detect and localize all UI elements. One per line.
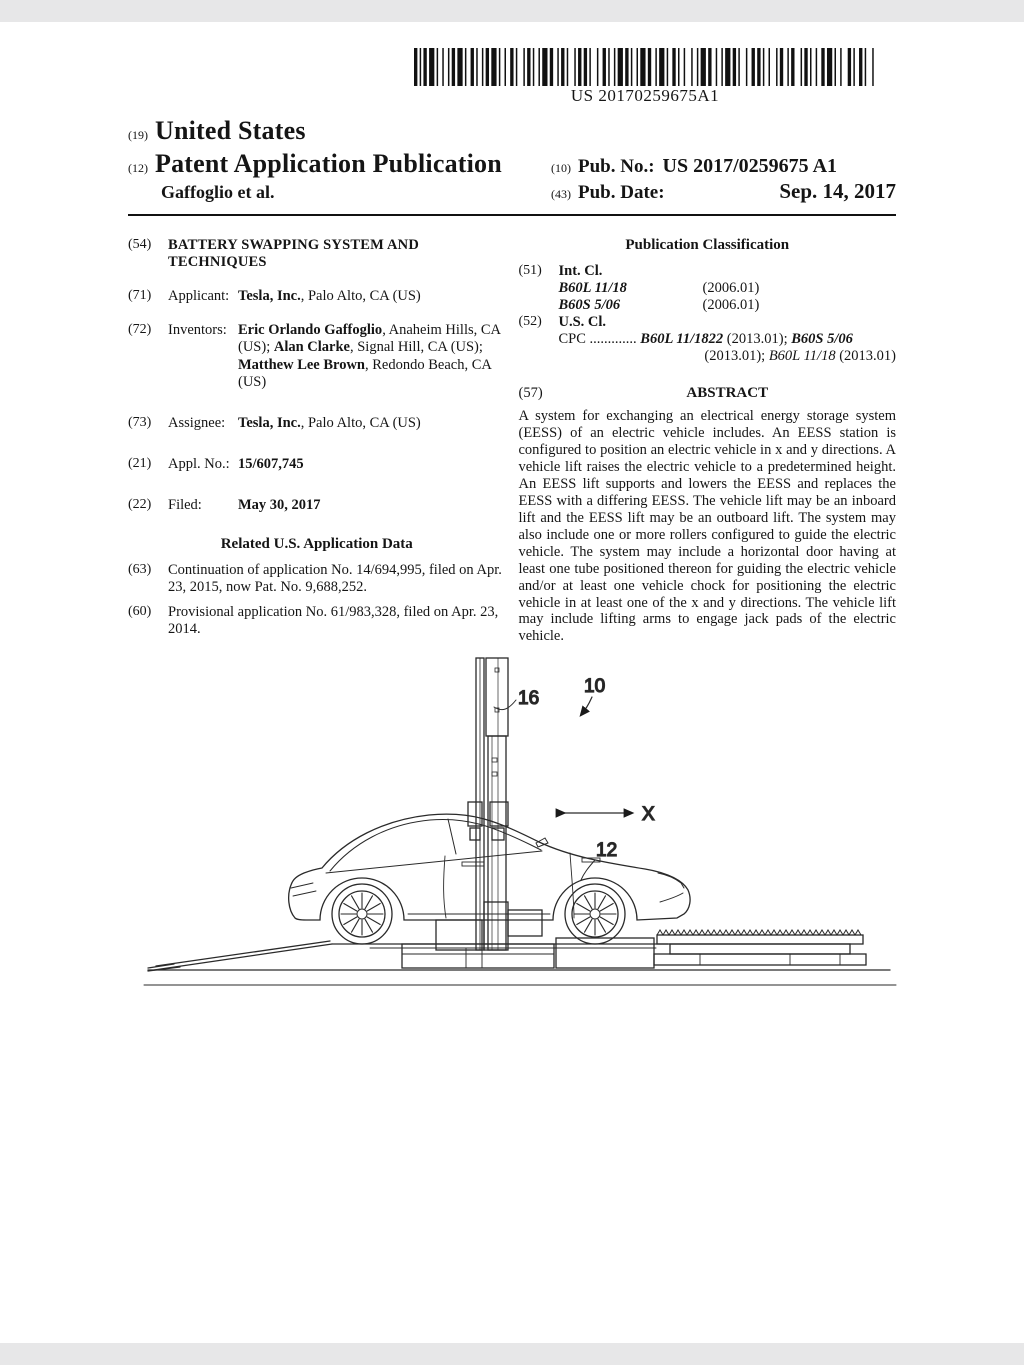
cpc-version-2: (2013.01); (704, 348, 769, 365)
cpc-dots: ............. (589, 331, 637, 348)
assignee-name: Tesla, Inc. (238, 414, 301, 431)
document-header (128, 116, 896, 216)
figure-labels (494, 676, 655, 880)
pub-date-value: Sep. 14, 2017 (779, 179, 896, 203)
us-cl-label: U.S. Cl. (558, 314, 607, 331)
label-16: 16 (518, 688, 540, 709)
inventor-3-location: , Redondo Beach, CA (US) (238, 356, 492, 390)
field-code-52: (52) (518, 314, 542, 330)
entry-ramp (148, 941, 332, 971)
int-cl-row (559, 297, 897, 314)
publication-classification-heading: Publication Classification (625, 237, 790, 253)
author-byline: Gaffoglio et al. (161, 182, 275, 202)
field-code-22: (22) (128, 496, 152, 512)
barcode (414, 48, 876, 106)
tail-detail (291, 883, 316, 896)
cpc-line-1 (559, 331, 897, 348)
int-cl-version: (2006.01) (702, 296, 760, 313)
field-us-cl (519, 314, 897, 331)
field-code-21: (21) (128, 455, 152, 471)
station-base (402, 910, 654, 968)
barcode-text: US 20170259675A1 (570, 86, 720, 105)
field-inventors (128, 322, 506, 390)
field-code-63: (63) (128, 561, 152, 577)
inventors-value (238, 322, 506, 390)
kind-code-19: (19) (128, 128, 148, 142)
b-pillar (448, 819, 456, 854)
assignee-label: Assignee: (168, 414, 226, 431)
kind-code-43: (43) (551, 187, 571, 201)
cpc-class-2: B60S 5/06 (791, 331, 853, 348)
field-appl-no (128, 456, 506, 473)
cpc-line-2 (519, 348, 897, 365)
field-continuation (128, 562, 506, 596)
lift-mast (468, 658, 508, 950)
page-border-bottom (0, 1343, 1024, 1365)
kind-code-10: (10) (551, 161, 571, 175)
car-body-outline (289, 814, 690, 920)
label-16-leader (494, 700, 516, 710)
cpc-version-1: (2013.01); (723, 331, 792, 348)
pub-no-value: US 2017/0259675 A1 (662, 155, 838, 177)
document-type: Patent Application Publication (155, 149, 502, 178)
field-applicant (128, 288, 506, 305)
front-intake (660, 893, 683, 902)
field-code-60: (60) (128, 604, 152, 619)
inventor-1-name: Eric Orlando Gaffoglio (238, 322, 383, 339)
applicant-location: , Palo Alto, CA (US) (300, 288, 421, 305)
field-code-71: (71) (128, 288, 152, 304)
filed-label: Filed: (168, 496, 202, 513)
appl-no-label: Appl. No.: (168, 455, 230, 472)
kind-code-12: (12) (128, 161, 148, 175)
int-cl-class: B60S 5/06 (558, 296, 621, 313)
door-seam-rear (444, 856, 446, 918)
invention-title: BATTERY SWAPPING SYSTEM AND TECHNIQUES (168, 237, 420, 271)
cpc-version-3: (2013.01) (835, 348, 896, 365)
applicant-label: Applicant: (168, 288, 230, 305)
field-code-57: (57) (518, 385, 543, 402)
related-data-heading: Related U.S. Application Data (220, 536, 413, 553)
page-border-top (0, 0, 1024, 22)
inventor-1-location: , Anaheim Hills, CA (US); (238, 322, 501, 356)
field-code-54: (54) (128, 237, 152, 252)
field-code-51: (51) (518, 262, 542, 278)
int-cl-row (559, 280, 897, 297)
label-12-leader (581, 860, 595, 880)
inventors-label: Inventors: (168, 322, 227, 339)
pub-no-label: Pub. No.: (578, 156, 655, 177)
inventor-2-name: Alan Clarke (273, 339, 350, 356)
barcode-bars (414, 48, 876, 86)
applicant-name: Tesla, Inc. (238, 288, 301, 305)
headlight (658, 873, 684, 888)
right-column (519, 237, 897, 655)
provisional-text: Provisional application No. 61/983,328, filed on Apr. 23, 2014. (168, 604, 499, 638)
field-code-72: (72) (128, 322, 152, 338)
abstract-heading: ABSTRACT (686, 385, 769, 402)
continuation-text: Continuation of application No. 14/694,995, filed on Apr. 23, 2015, now Pat. No. 9,688,252. (168, 561, 502, 595)
electric-vehicle (289, 814, 690, 944)
patent-figure (140, 652, 900, 997)
int-cl-table (559, 280, 897, 314)
ground-lines (144, 970, 896, 985)
field-provisional (128, 604, 506, 638)
cpc-class-1: B60L 11/1822 (640, 331, 724, 348)
assignee-value (238, 415, 506, 432)
cpc-class-3: B60L 11/18 (768, 348, 836, 365)
pub-date-label: Pub. Date: (578, 182, 665, 203)
label-10: 10 (584, 676, 606, 697)
field-title (128, 237, 506, 271)
int-cl-version: (2006.01) (702, 279, 760, 296)
label-12: 12 (596, 840, 618, 861)
appl-no-value: 15/607,745 (238, 455, 304, 472)
applicant-value (238, 288, 506, 305)
abstract-text: A system for exchanging an electrical energy storage system (EESS) of an electric vehicle includes. An EESS station is configured to position an electric vehicle in x and y directions. A vehicle lift raises the electric vehicle to a predetermined height. An EESS lift supports and lowers the EESS and replaces the EESS with a differing EESS. The vehicle lift may be an inboard lift and the EESS lift may be an outboard lift. The system may also include one or more rollers configured to guide the electric vehicle. The system may include a horizontal door having at least one tube positioned thereon for guiding the electric vehicle and/or at least one vehicle chock for positioning the electric vehicle in at least one of the x and y directions. The vehicle lift may include lifting arms to engage jack pads of the electric vehicle. (518, 408, 896, 645)
header-divider (128, 214, 896, 216)
left-column (128, 237, 506, 655)
field-filed (128, 497, 506, 514)
greenhouse-outline (330, 819, 541, 871)
inventor-3-name: Matthew Lee Brown (238, 356, 365, 373)
assignee-location: , Palo Alto, CA (US) (300, 414, 421, 431)
inventor-2-location: , Signal Hill, CA (US); (349, 339, 483, 356)
eess-platform (654, 930, 866, 965)
field-assignee (128, 415, 506, 432)
door-handle-rear (462, 862, 484, 866)
filed-value: May 30, 2017 (238, 496, 321, 513)
field-code-73: (73) (128, 414, 152, 430)
int-cl-class: B60L 11/18 (558, 279, 627, 296)
cpc-label: CPC (558, 331, 586, 348)
beltline (326, 851, 542, 873)
label-10-arrow (581, 697, 592, 715)
country-name: United States (155, 116, 306, 145)
int-cl-label: Int. Cl. (558, 262, 603, 279)
abstract-heading-row (519, 385, 897, 403)
rear-wheel (332, 884, 392, 944)
label-x: X (642, 804, 655, 825)
front-wheel (565, 884, 625, 944)
field-int-cl (519, 263, 897, 280)
